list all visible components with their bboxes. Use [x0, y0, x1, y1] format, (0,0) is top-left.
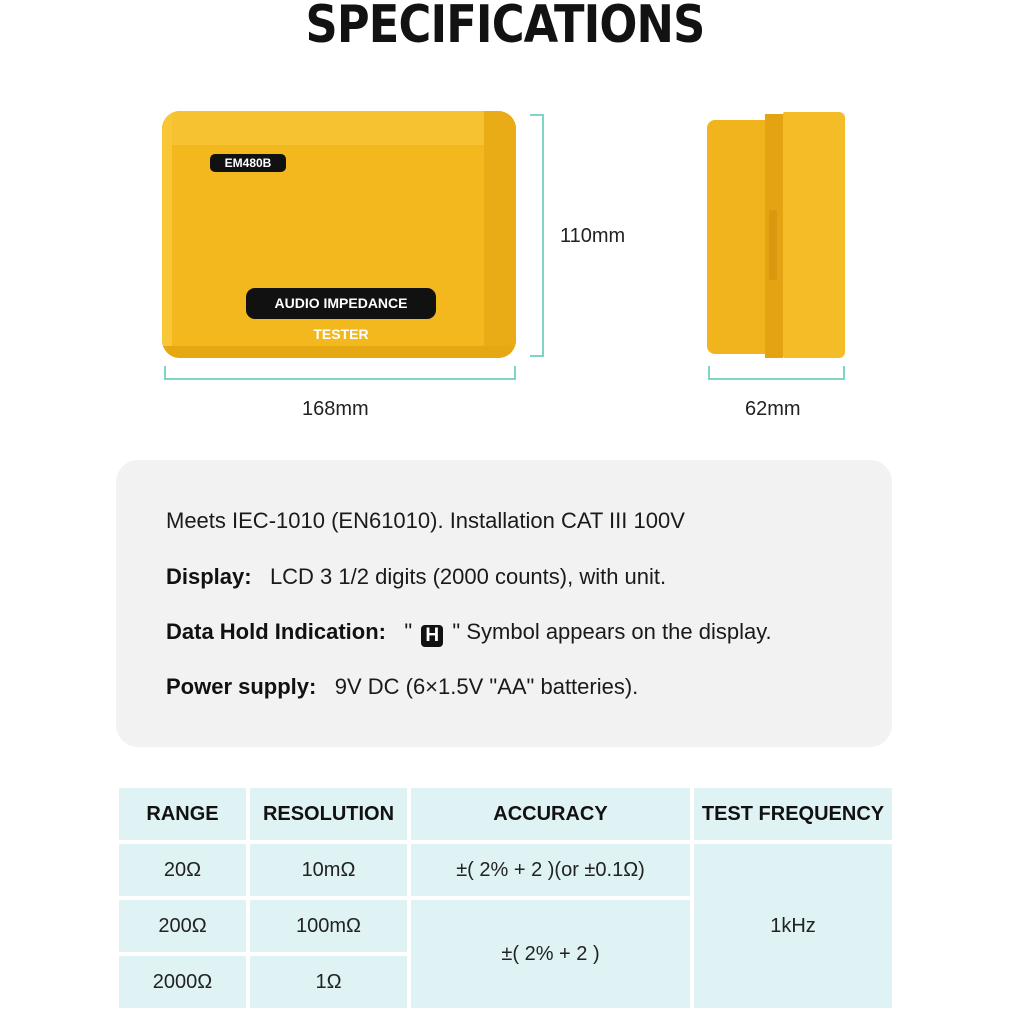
frequency-cell: 1kHz	[694, 844, 892, 1008]
side-front-section	[707, 120, 767, 354]
width-dimension-tick-right	[514, 366, 516, 380]
accuracy-cell-1: ±( 2% + 2 )(or ±0.1Ω)	[411, 844, 690, 896]
range-cell-2: 200Ω	[119, 900, 246, 952]
header-resolution: RESOLUTION	[250, 788, 407, 840]
resolution-cell-1: 10mΩ	[250, 844, 407, 896]
spec-display-value: LCD 3 1/2 digits (2000 counts), with unit.	[269, 564, 667, 589]
depth-dimension-line	[708, 378, 845, 380]
range-cell-3: 2000Ω	[119, 956, 246, 1008]
resolution-cell-2: 100mΩ	[250, 900, 407, 952]
height-dimension-tick-top	[530, 114, 544, 116]
accuracy-cell-2: ±( 2% + 2 )	[411, 900, 690, 1008]
spec-power-value: 9V DC (6×1.5V "AA" batteries).	[334, 674, 639, 699]
spec-display	[166, 564, 666, 590]
spec-hold-label: Data Hold Indication:	[166, 619, 386, 644]
spec-hold-quote-open: "	[404, 619, 413, 644]
device-top-bevel	[162, 111, 516, 145]
header-test-frequency: TEST FREQUENCY	[694, 788, 892, 840]
device-left-bevel	[162, 111, 172, 358]
range-cell-1: 20Ω	[119, 844, 246, 896]
page-title: SPECIFICATIONS	[305, 0, 705, 55]
spec-power-label: Power supply:	[166, 674, 317, 699]
spec-compliance	[166, 508, 685, 534]
side-back-section	[783, 112, 845, 358]
device-side-view	[707, 112, 845, 358]
depth-dimension-label: 62mm	[745, 398, 801, 420]
spec-power	[166, 674, 638, 700]
width-dimension-line	[164, 378, 516, 380]
spec-hold-value: Symbol appears on the display.	[466, 619, 772, 644]
header-range: RANGE	[119, 788, 246, 840]
spec-hold-quote-close: "	[452, 619, 461, 644]
device-right-bevel	[484, 111, 516, 358]
specs-panel	[116, 460, 892, 747]
height-dimension-tick-bottom	[530, 355, 544, 357]
height-dimension-label: 110mm	[560, 225, 626, 247]
width-dimension-label: 168mm	[302, 398, 369, 420]
side-slot	[769, 210, 777, 280]
device-model-label: EM480B	[210, 154, 286, 172]
depth-dimension-tick-right	[843, 366, 845, 380]
height-dimension-line	[542, 114, 544, 357]
header-accuracy: ACCURACY	[411, 788, 690, 840]
resolution-cell-3: 1Ω	[250, 956, 407, 1008]
spec-compliance-text: Meets IEC-1010 (EN61010). Installation CAT III 100V	[166, 508, 685, 533]
device-name-label: AUDIO IMPEDANCE TESTER	[246, 288, 436, 319]
hold-symbol-icon: H	[421, 625, 443, 647]
spec-data-hold	[166, 619, 772, 647]
width-dimension-tick-left	[164, 366, 166, 380]
depth-dimension-tick-left	[708, 366, 710, 380]
spec-display-label: Display:	[166, 564, 252, 589]
